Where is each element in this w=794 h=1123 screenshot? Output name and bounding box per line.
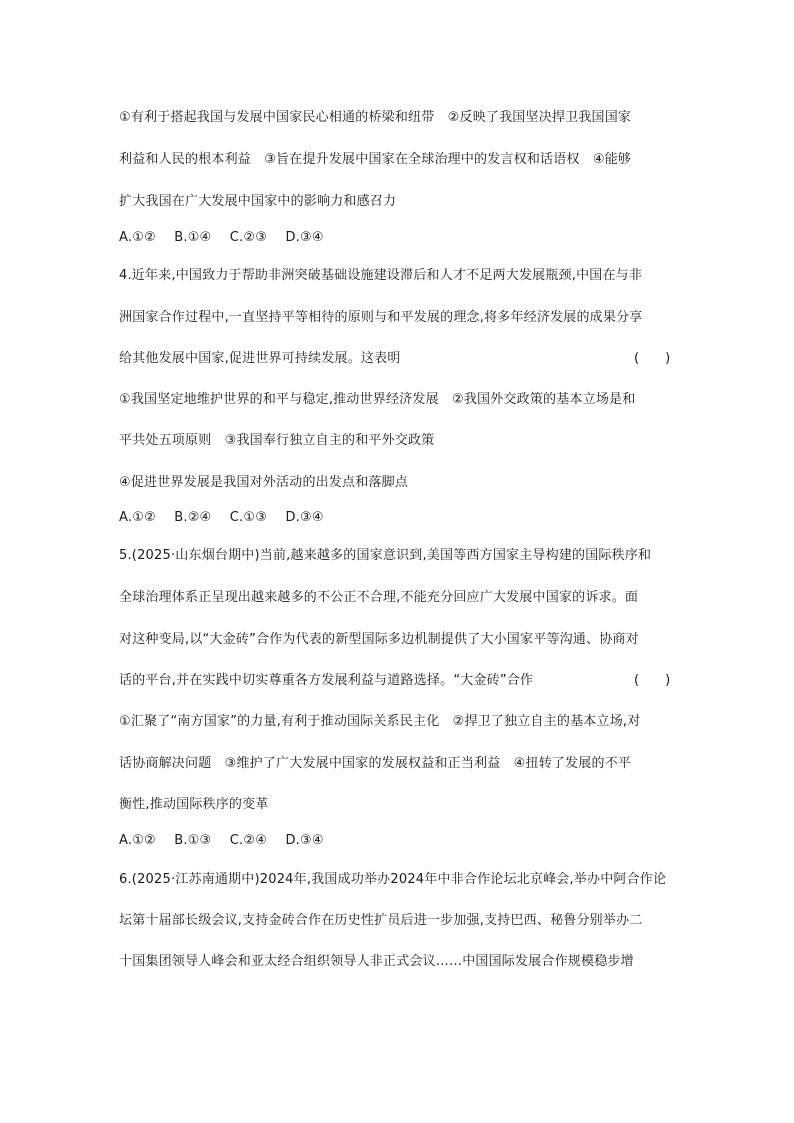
- q5-options: [119, 833, 338, 849]
- q6-stem-line-3: 十国集团领导人峰会和亚太经合组织领导人非正式会议……中国国际发展合作规模稳步增: [119, 954, 634, 969]
- q3-option-c: C.②③: [229, 230, 268, 245]
- q4-option-b: B.②④: [174, 510, 212, 525]
- q3-statement-line-2: 利益和人民的根本利益 ③旨在提升发展中国家在全球治理中的发言权和话语权 ④能够: [119, 152, 632, 167]
- q4-stem-line-2: 洲国家合作过程中,一直坚持平等相待的原则与和平发展的理念,将多年经济发展的成果分享: [119, 310, 643, 325]
- q5-statement-line-1: ①汇聚了“南方国家”的力量,有利于推动国际关系民主化 ②捍卫了独立自主的基本立场,对: [119, 714, 641, 729]
- q4-options: [119, 510, 338, 526]
- q6-stem-line-1: 6.(2025·江苏南通期中)2024年,我国成功举办2024年中非合作论坛北京峰会,举办中阿合作论: [119, 872, 667, 887]
- q5-statement-line-2: 话协商解决问题 ③维护了广大发展中国家的发展权益和正当利益 ④扭转了发展的不平: [119, 756, 632, 771]
- q5-stem-line-1: 5.(2025·山东烟台期中)当前,越来越多的国家意识到,美国等西方国家主导构建的国际秩序和: [119, 548, 652, 563]
- q5-stem-line-4: 话的平台,并在实践中切实尊重各方发展利益与道路选择。“大金砖”合作: [119, 673, 534, 688]
- q5-option-d: D.③④: [285, 833, 324, 848]
- q4-statement-line-2: 平共处五项原则 ③我国奉行独立自主的和平外交政策: [119, 433, 435, 448]
- q3-options: [119, 230, 338, 246]
- q5-option-c: C.②④: [229, 833, 268, 848]
- q5-statement-line-3: 衡性,推动国际秩序的变革: [119, 797, 269, 812]
- q3-statement-line-3: 扩大我国在广大发展中国家中的影响力和感召力: [119, 194, 397, 209]
- q4-option-d: D.③④: [285, 510, 324, 525]
- q3-option-b: B.①④: [174, 230, 212, 245]
- q4-option-a: A.①②: [119, 510, 156, 525]
- q4-answer-paren: ( ): [634, 351, 671, 366]
- q3-statement-line-1: ①有利于搭起我国与发展中国家民心相通的桥梁和纽带 ②反映了我国坚决捍卫我国国家: [119, 110, 632, 125]
- q4-statement-line-3: ④促进世界发展是我国对外活动的出发点和落脚点: [119, 475, 409, 490]
- q4-statement-line-1: ①我国坚定地维护世界的和平与稳定,推动世界经济发展 ②我国外交政策的基本立场是和: [119, 392, 636, 407]
- q5-stem-line-3: 对这种变局,以“大金砖”合作为代表的新型国际多边机制提供了大小国家平等沟通、协商对: [119, 632, 639, 647]
- q5-option-a: A.①②: [119, 833, 156, 848]
- q5-option-b: B.①③: [174, 833, 212, 848]
- q5-answer-paren: ( ): [634, 673, 671, 688]
- q3-option-d: D.③④: [285, 230, 324, 245]
- q4-option-c: C.①③: [229, 510, 268, 525]
- q5-stem-line-2: 全球治理体系正呈现出越来越多的不公正不合理,不能充分回应广大发展中国家的诉求。面: [119, 590, 639, 605]
- q4-stem-line-1: 4.近年来,中国致力于帮助非洲突破基础设施建设滞后和人才不足两大发展瓶颈,中国在与非: [119, 268, 643, 283]
- q3-option-a: A.①②: [119, 230, 156, 245]
- q4-stem-line-3: 给其他发展中国家,促进世界可持续发展。这表明: [119, 351, 401, 366]
- q6-stem-line-2: 坛第十届部长级会议,支持金砖合作在历史性扩员后进一步加强,支持巴西、秘鲁分别举办二: [119, 913, 643, 928]
